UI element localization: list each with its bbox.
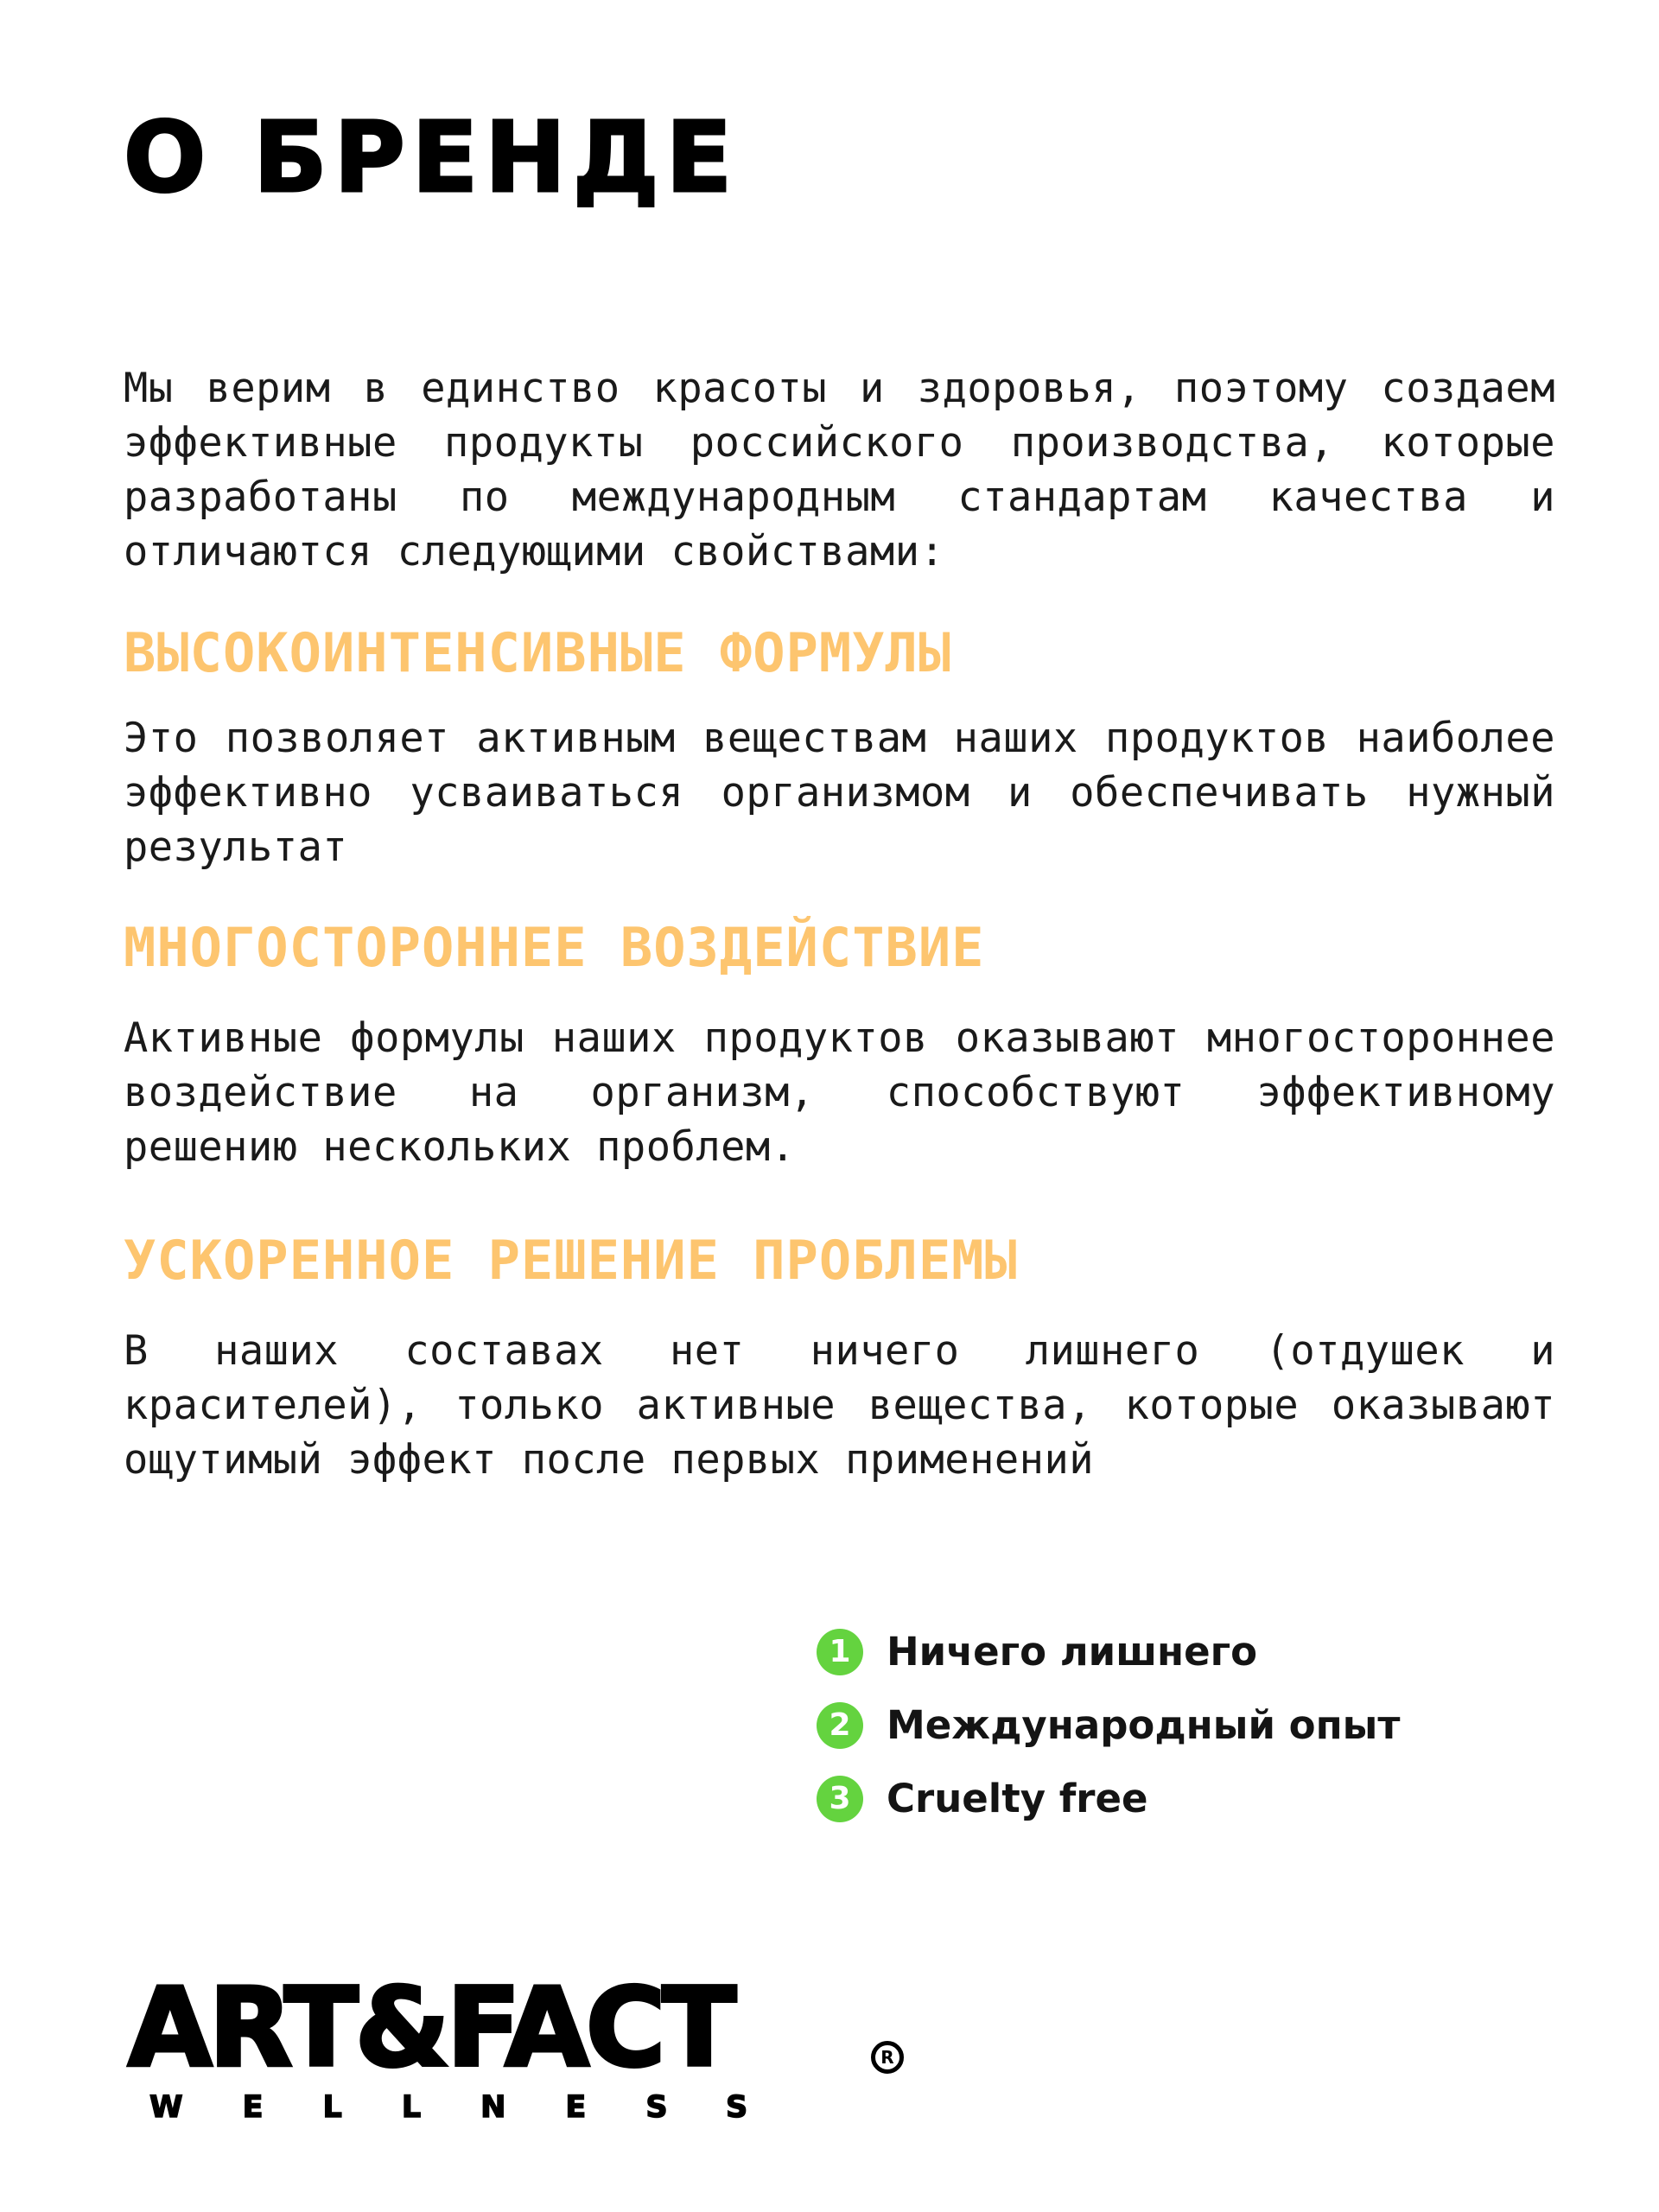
brand-logo (128, 1964, 906, 2127)
feature-item (817, 1701, 1400, 1750)
feature-label: Международный опыт (887, 1702, 1401, 1748)
section-text-solution: В наших составах нет ничего лишнего (отдушек и красителей), только активные вещества, которые оказывают ощутимый эффект после первых применений (124, 1327, 1555, 1484)
section-text-formulas: Это позволяет активным веществам наших продуктов наиболее эффективно усваиваться организмом и обеспечивать нужный результат (124, 715, 1555, 871)
feature-list (817, 1628, 1400, 1848)
registered-trademark-icon: R (871, 2041, 904, 2074)
number-two-icon: 2 (817, 1702, 863, 1749)
feature-item (817, 1628, 1400, 1676)
feature-label: Ничего лишнего (887, 1629, 1258, 1675)
section-heading-solution: УСКОРЕННОЕ РЕШЕНИЕ ПРОБЛЕМЫ (124, 1229, 1018, 1292)
logo-wordmark: ART&FACT (128, 1964, 734, 2091)
number-three-icon: 3 (817, 1776, 863, 1822)
logo-subtitle: WELLNESS (149, 2090, 808, 2125)
page-title: О БРЕНДЕ (124, 102, 740, 214)
section-text-impact: Активные формулы наших продуктов оказывают многостороннее воздействие на организм, способствуют эффективному решению нескольких проблем. (124, 1014, 1555, 1171)
intro-paragraph: Мы верим в единство красоты и здоровья, поэтому создаем эффективные продукты российского производства, которые разработаны по международным стандартам качества и отличаются следующими свойствами: (124, 365, 1555, 575)
section-heading-formulas: ВЫСОКОИНТЕНСИВНЫЕ ФОРМУЛЫ (124, 621, 952, 684)
section-heading-impact: МНОГОСТОРОННЕЕ ВОЗДЕЙСТВИЕ (124, 916, 985, 979)
number-one-icon: 1 (817, 1629, 863, 1675)
feature-item (817, 1775, 1400, 1823)
feature-label: Cruelty free (887, 1776, 1148, 1821)
